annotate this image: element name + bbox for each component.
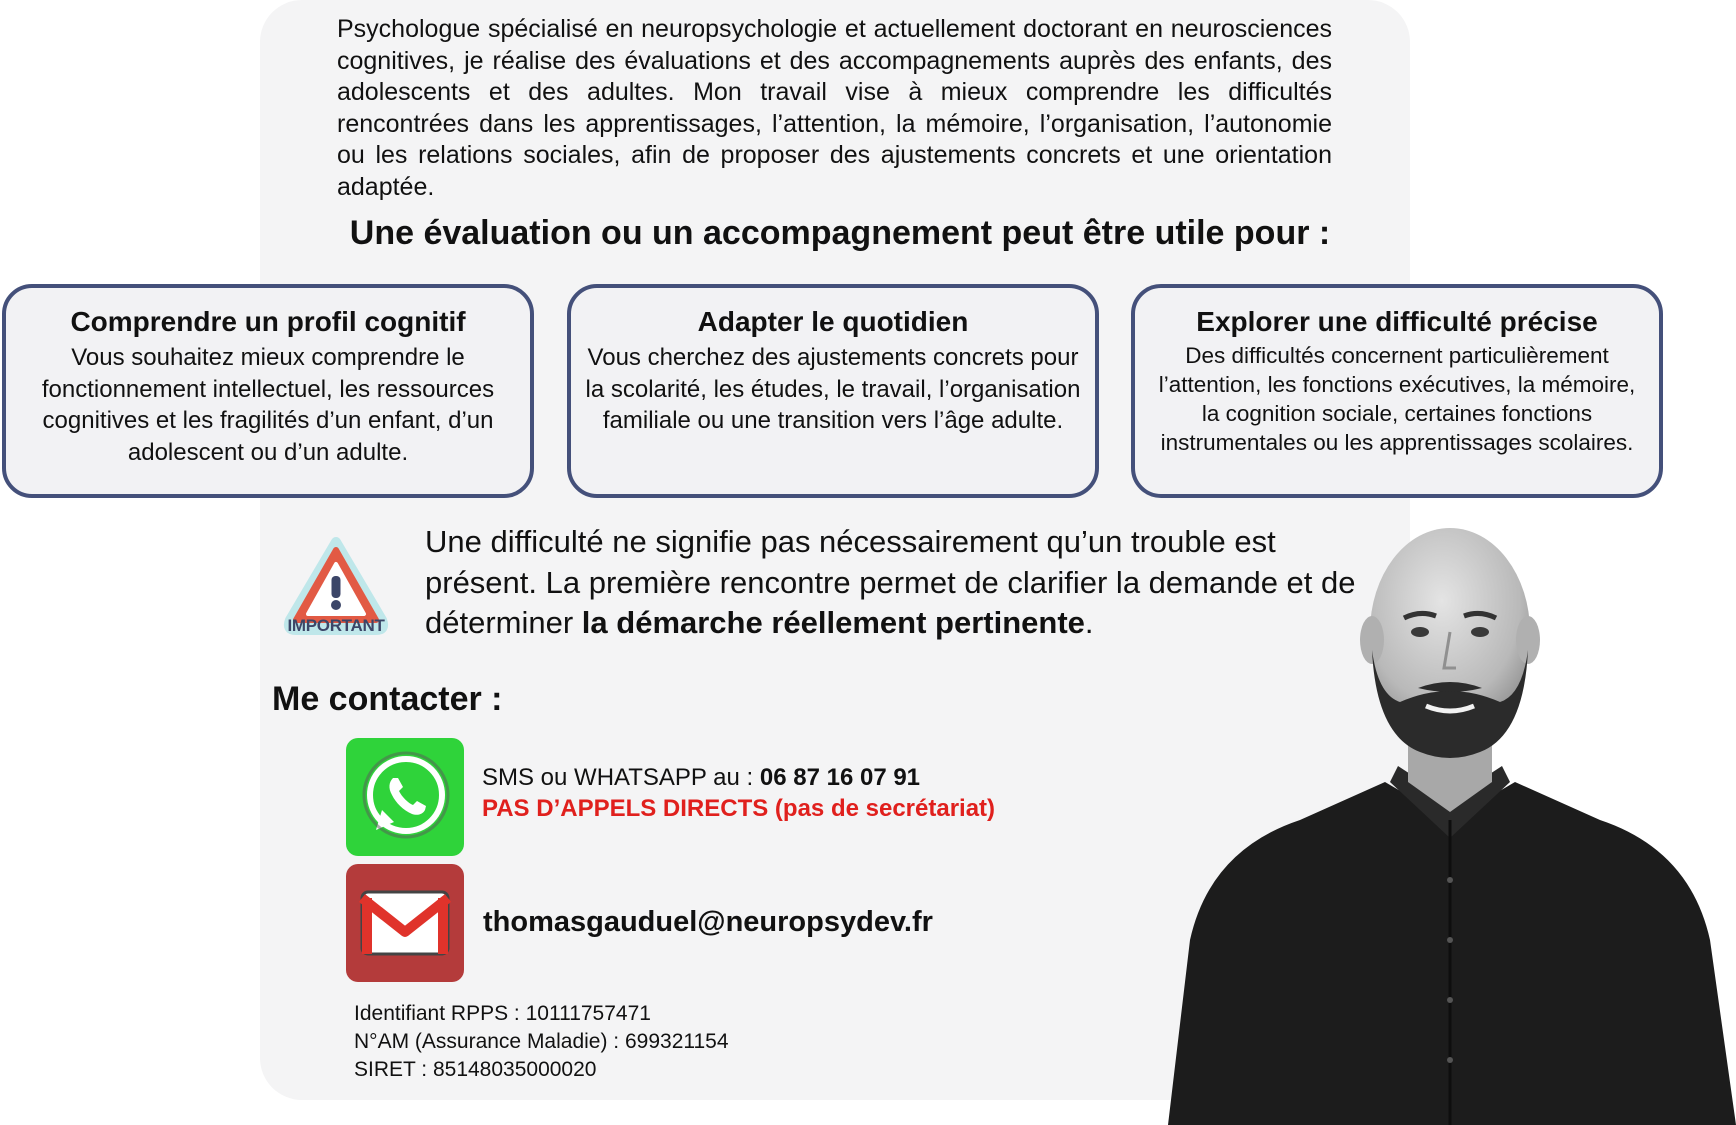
intro-paragraph: Psychologue spécialisé en neuropsychologie et actuellement doctorant en neurosciences cognitives, je réalise des évaluations et des accompagnements auprès des enfants, des adolescents et des adultes. Mon travail vise à mieux comprendre les difficultés rencontrées dans les apprentissages, l’attention, la mémoire, l’organisation, l’autonomie ou les relations sociales, afin de proposer des ajustements concrets et une orientation adaptée. xyxy=(337,15,1332,201)
phone-prefix: SMS ou WHATSAPP au : xyxy=(482,764,760,791)
professional-identifiers xyxy=(354,1000,729,1084)
card-adapter-quotidien xyxy=(567,284,1099,498)
card-title: Comprendre un profil cognitif xyxy=(70,306,466,337)
am-number: N°AM (Assurance Maladie) : 699321154 xyxy=(354,1030,729,1053)
card-text: Des difficultés concernent particulièrement l’attention, les fonctions exécutives, la mémoire, la cognition sociale, certaines fonctions instrumentales ou les apprentissages scolaires. xyxy=(1158,343,1636,455)
rpps-id: Identifiant RPPS : 10111757471 xyxy=(354,1002,651,1025)
card-text: Vous cherchez des ajustements concrets pour la scolarité, les études, le travail, l’organisation familiale ou une transition vers l’âge adulte. xyxy=(585,344,1081,434)
portrait-photo xyxy=(1150,520,1736,1125)
section-heading: Une évaluation ou un accompagnement peut être utile pour : xyxy=(349,214,1331,252)
warning-text-bold: la démarche réellement pertinente xyxy=(581,605,1085,640)
phone-number[interactable]: 06 87 16 07 91 xyxy=(759,764,921,791)
warning-text-end: . xyxy=(1084,605,1094,640)
card-title: Explorer une difficulté précise xyxy=(1196,306,1598,337)
card-profil-cognitif xyxy=(2,284,534,498)
phone-line xyxy=(482,764,920,792)
siret-number: SIRET : 85148035000020 xyxy=(354,1058,597,1081)
contact-title: Me contacter : xyxy=(272,680,503,718)
no-calls-notice: PAS D’APPELS DIRECTS (pas de secrétariat) xyxy=(482,795,996,822)
gmail-icon[interactable] xyxy=(346,864,464,982)
whatsapp-icon[interactable] xyxy=(346,738,464,856)
warning-text-main: Une difficulté ne signifie pas nécessairement qu’un trouble est présent. La première rencontre permet de clarifier la demande et de déterminer xyxy=(425,524,1356,640)
important-label: IMPORTANT xyxy=(287,616,385,635)
card-text: Vous souhaitez mieux comprendre le fonctionnement intellectuel, les ressources cognitives et les fragilités d’un enfant, d’un adolescent ou d’un adulte. xyxy=(41,344,495,466)
card-title: Adapter le quotidien xyxy=(697,306,969,337)
email-address[interactable]: thomasgauduel@neuropsydev.fr xyxy=(483,906,933,938)
card-difficulte-precise xyxy=(1131,284,1663,498)
